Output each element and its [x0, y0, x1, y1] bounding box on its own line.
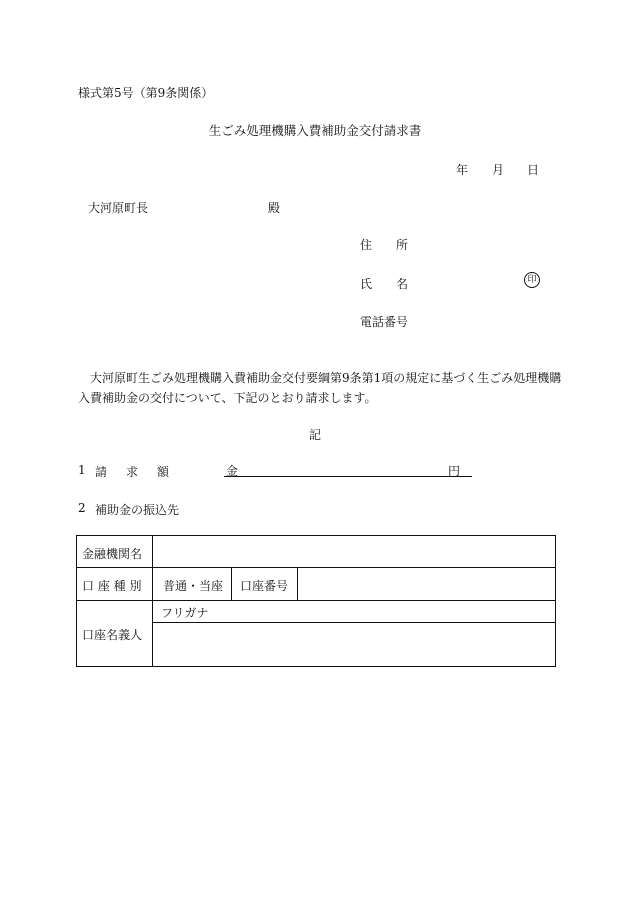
amount-suffix: 円 — [447, 464, 460, 478]
item2-number: 2 — [78, 501, 86, 515]
table-col-divider — [231, 567, 232, 600]
table-row-divider — [77, 567, 555, 568]
applicant-address-label: 住 所 — [360, 238, 409, 252]
applicant-phone-label: 電話番号 — [360, 315, 409, 329]
table-row-divider — [152, 622, 555, 623]
applicant-name-label: 氏 名 — [360, 277, 409, 291]
ki-heading: 記 — [308, 428, 321, 442]
bank-account-table — [76, 535, 556, 667]
bank-name-label: 金融機関名 — [82, 547, 143, 561]
account-number-label: 口座番号 — [240, 579, 289, 593]
table-col-divider — [152, 536, 153, 666]
item2-label: 補助金の振込先 — [95, 503, 180, 517]
form-number: 様式第5号（第9条関係） — [78, 86, 214, 100]
furigana-label: フリガナ — [161, 606, 209, 620]
addressee-name: 大河原町長 — [88, 201, 149, 215]
document-title: 生ごみ処理機購入費補助金交付請求書 — [208, 123, 422, 138]
table-col-divider — [297, 567, 298, 600]
date-day-label: 日 — [527, 163, 540, 177]
date-month-label: 月 — [492, 163, 505, 177]
amount-prefix: 金 — [226, 464, 239, 478]
item1-number: 1 — [78, 463, 86, 477]
amount-field[interactable] — [224, 458, 472, 477]
bank-name-input[interactable] — [154, 537, 554, 566]
addressee-honorific: 殿 — [268, 201, 281, 215]
table-row-divider — [77, 600, 555, 601]
item1-label: 請求額 — [95, 465, 189, 479]
account-holder-label: 口座名義人 — [82, 628, 143, 642]
account-number-input[interactable] — [299, 569, 554, 599]
request-statement: 大河原町生ごみ処理機購入費補助金交付要綱第9条第1項の規定に基づく生ごみ処理機購入費補助金の交付について、下記のとおり請求します。 — [78, 371, 562, 405]
seal-icon: 印 — [524, 272, 540, 288]
date-year-label: 年 — [456, 163, 469, 177]
account-type-value[interactable]: 普通・当座 — [163, 579, 224, 593]
account-type-label: 口 座 種 別 — [82, 579, 142, 593]
account-holder-input[interactable] — [154, 624, 554, 665]
